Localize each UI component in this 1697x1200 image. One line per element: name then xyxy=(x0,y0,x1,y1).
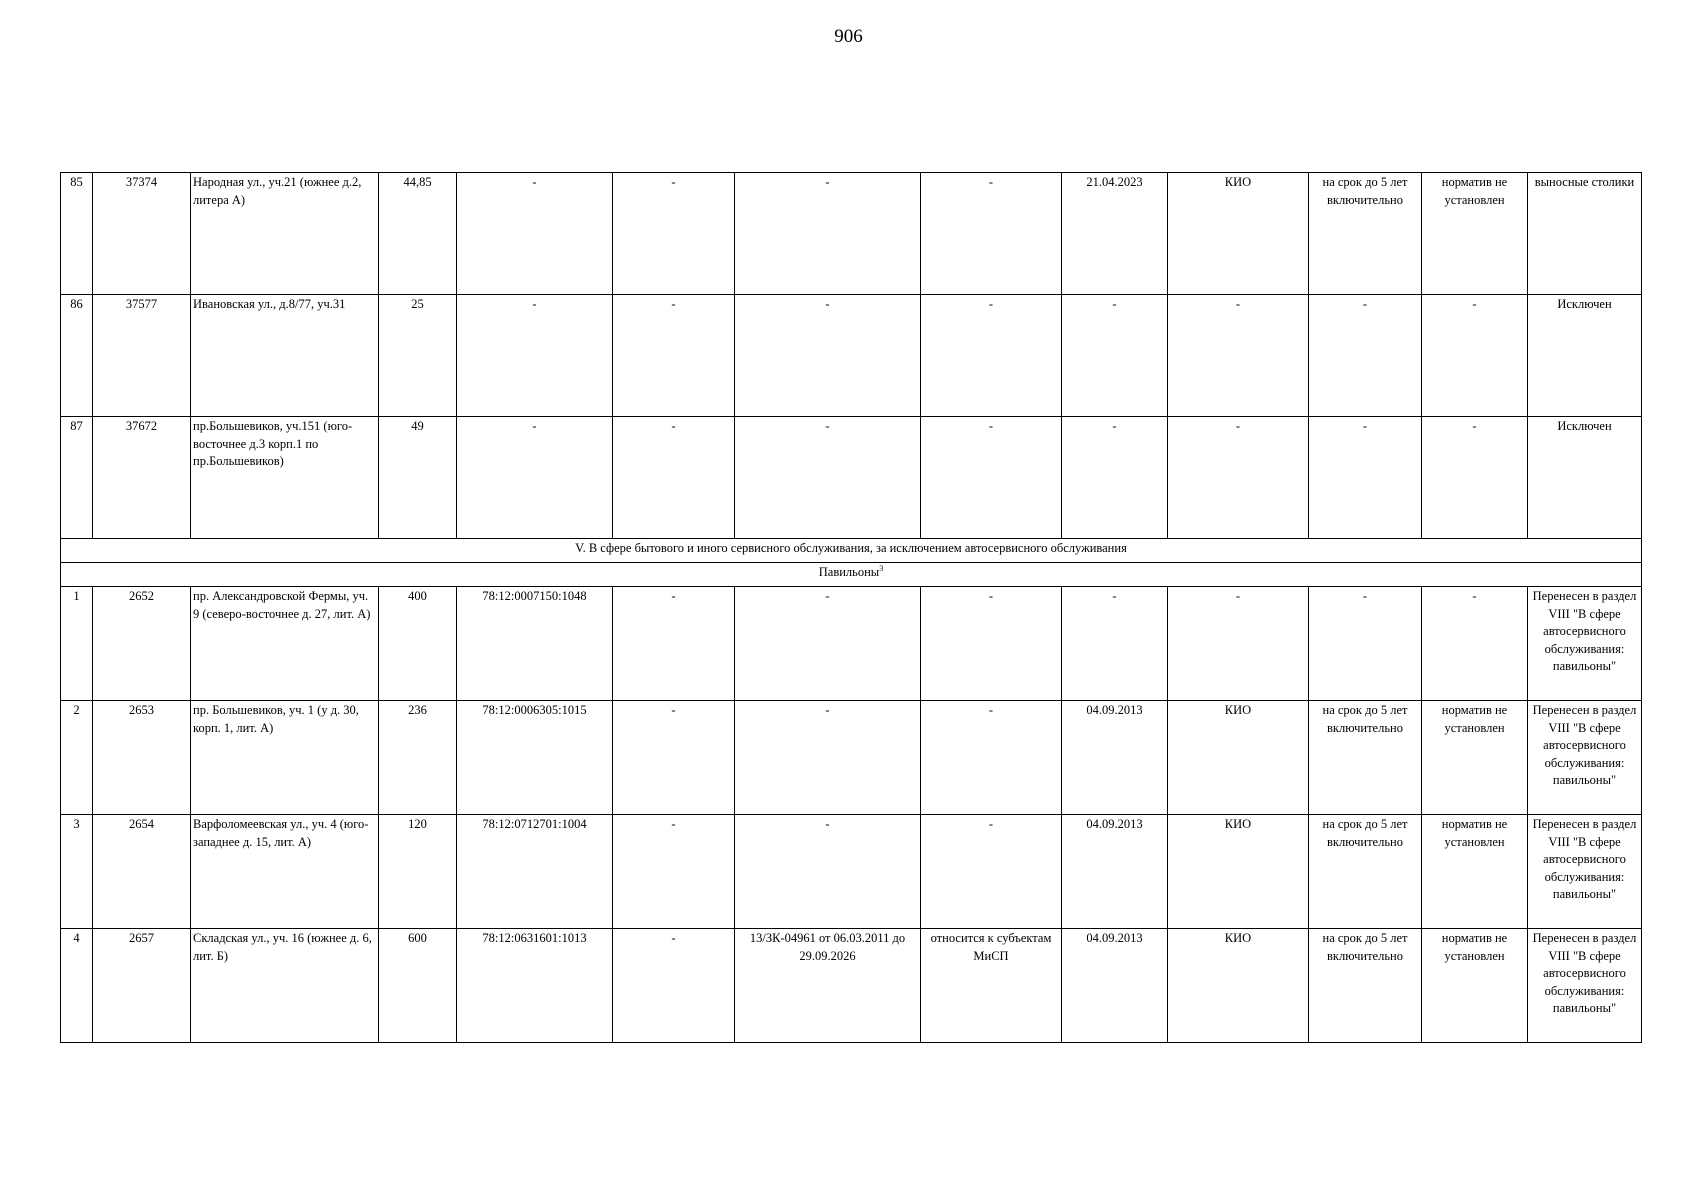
smb-status-cell: - xyxy=(921,701,1062,815)
term-cell: - xyxy=(1309,295,1422,417)
subsection-label: Павильоны xyxy=(818,565,880,579)
term-cell: на срок до 5 лет включительно xyxy=(1309,173,1422,295)
authority-cell: КИО xyxy=(1168,929,1309,1043)
address-cell: пр.Большевиков, уч.151 (юго-восточнее д.3 корп.1 по пр.Большевиков) xyxy=(191,417,379,539)
area-cell: 25 xyxy=(379,295,457,417)
smb-status-cell: - xyxy=(921,173,1062,295)
term-cell: - xyxy=(1309,417,1422,539)
cadastral-number-cell: - xyxy=(457,417,613,539)
contract-cell: - xyxy=(735,701,921,815)
table-row xyxy=(61,295,1642,417)
cadastral-number-cell: - xyxy=(457,173,613,295)
smb-status-cell: - xyxy=(921,815,1062,929)
norm-cell: - xyxy=(1422,295,1528,417)
decision-date-cell: 04.09.2013 xyxy=(1062,701,1168,815)
authority-cell: - xyxy=(1168,417,1309,539)
object-id-cell: 2654 xyxy=(93,815,191,929)
object-id-cell: 2653 xyxy=(93,701,191,815)
table-row xyxy=(61,815,1642,929)
norm-cell: норматив не установлен xyxy=(1422,173,1528,295)
authority-cell: КИО xyxy=(1168,815,1309,929)
note-cell: Перенесен в раздел VIII "В сфере автосервисного обслуживания: павильоны" xyxy=(1528,815,1642,929)
table-row xyxy=(61,587,1642,701)
row-number-cell: 3 xyxy=(61,815,93,929)
note-cell: Исключен xyxy=(1528,295,1642,417)
address-cell: Ивановская ул., д.8/77, уч.31 xyxy=(191,295,379,417)
object-id-cell: 37672 xyxy=(93,417,191,539)
note-cell: Перенесен в раздел VIII "В сфере автосервисного обслуживания: павильоны" xyxy=(1528,587,1642,701)
authority-cell: КИО xyxy=(1168,701,1309,815)
address-cell: Народная ул., уч.21 (южнее д.2, литера А) xyxy=(191,173,379,295)
contract-cell: - xyxy=(735,815,921,929)
page-number: 906 xyxy=(834,26,863,47)
table-row xyxy=(61,929,1642,1043)
row-number-cell: 87 xyxy=(61,417,93,539)
decision-date-cell: - xyxy=(1062,417,1168,539)
address-cell: пр. Александровской Фермы, уч. 9 (северо-восточнее д. 27, лит. А) xyxy=(191,587,379,701)
term-cell: - xyxy=(1309,587,1422,701)
term-cell: на срок до 5 лет включительно xyxy=(1309,701,1422,815)
row-number-cell: 85 xyxy=(61,173,93,295)
row-number-cell: 2 xyxy=(61,701,93,815)
contract-cell: - xyxy=(735,417,921,539)
area-cell: 600 xyxy=(379,929,457,1043)
contract-cell: - xyxy=(735,587,921,701)
norm-cell: - xyxy=(1422,417,1528,539)
object-id-cell: 2657 xyxy=(93,929,191,1043)
cadastral-number-cell: 78:12:0631601:1013 xyxy=(457,929,613,1043)
section-title: V. В сфере бытового и иного сервисного обслуживания, за исключением автосервисного обслуживания xyxy=(61,539,1642,563)
column-6-cell: - xyxy=(613,417,735,539)
column-6-cell: - xyxy=(613,701,735,815)
norm-cell: норматив не установлен xyxy=(1422,815,1528,929)
area-cell: 120 xyxy=(379,815,457,929)
norm-cell: норматив не установлен xyxy=(1422,929,1528,1043)
subsection-footnote: 3 xyxy=(879,563,884,573)
contract-cell: - xyxy=(735,295,921,417)
address-cell: Складская ул., уч. 16 (южнее д. 6, лит. Б) xyxy=(191,929,379,1043)
smb-status-cell: - xyxy=(921,295,1062,417)
column-6-cell: - xyxy=(613,295,735,417)
area-cell: 400 xyxy=(379,587,457,701)
norm-cell: норматив не установлен xyxy=(1422,701,1528,815)
term-cell: на срок до 5 лет включительно xyxy=(1309,815,1422,929)
row-number-cell: 1 xyxy=(61,587,93,701)
authority-cell: КИО xyxy=(1168,173,1309,295)
decision-date-cell: 21.04.2023 xyxy=(1062,173,1168,295)
note-cell: выносные столики xyxy=(1528,173,1642,295)
note-cell: Исключен xyxy=(1528,417,1642,539)
table-row xyxy=(61,417,1642,539)
column-6-cell: - xyxy=(613,587,735,701)
authority-cell: - xyxy=(1168,295,1309,417)
cadastral-number-cell: 78:12:0712701:1004 xyxy=(457,815,613,929)
registry-table xyxy=(60,172,1642,1043)
row-number-cell: 4 xyxy=(61,929,93,1043)
decision-date-cell: - xyxy=(1062,587,1168,701)
cadastral-number-cell: 78:12:0006305:1015 xyxy=(457,701,613,815)
row-number-cell: 86 xyxy=(61,295,93,417)
authority-cell: - xyxy=(1168,587,1309,701)
decision-date-cell: - xyxy=(1062,295,1168,417)
norm-cell: - xyxy=(1422,587,1528,701)
address-cell: Варфоломеевская ул., уч. 4 (юго-западнее д. 15, лит. А) xyxy=(191,815,379,929)
object-id-cell: 2652 xyxy=(93,587,191,701)
term-cell: на срок до 5 лет включительно xyxy=(1309,929,1422,1043)
contract-cell: - xyxy=(735,173,921,295)
address-cell: пр. Большевиков, уч. 1 (у д. 30, корп. 1, лит. А) xyxy=(191,701,379,815)
smb-status-cell: - xyxy=(921,587,1062,701)
cadastral-number-cell: - xyxy=(457,295,613,417)
decision-date-cell: 04.09.2013 xyxy=(1062,815,1168,929)
note-cell: Перенесен в раздел VIII "В сфере автосервисного обслуживания: павильоны" xyxy=(1528,701,1642,815)
table-row xyxy=(61,173,1642,295)
note-cell: Перенесен в раздел VIII "В сфере автосервисного обслуживания: павильоны" xyxy=(1528,929,1642,1043)
column-6-cell: - xyxy=(613,815,735,929)
table-row xyxy=(61,701,1642,815)
area-cell: 236 xyxy=(379,701,457,815)
contract-cell: 13/ЗК-04961 от 06.03.2011 до 29.09.2026 xyxy=(735,929,921,1043)
area-cell: 49 xyxy=(379,417,457,539)
smb-status-cell: - xyxy=(921,417,1062,539)
object-id-cell: 37374 xyxy=(93,173,191,295)
decision-date-cell: 04.09.2013 xyxy=(1062,929,1168,1043)
column-6-cell: - xyxy=(613,929,735,1043)
cadastral-number-cell: 78:12:0007150:1048 xyxy=(457,587,613,701)
area-cell: 44,85 xyxy=(379,173,457,295)
subsection-title xyxy=(61,563,1642,587)
smb-status-cell: относится к субъектам МиСП xyxy=(921,929,1062,1043)
object-id-cell: 37577 xyxy=(93,295,191,417)
column-6-cell: - xyxy=(613,173,735,295)
